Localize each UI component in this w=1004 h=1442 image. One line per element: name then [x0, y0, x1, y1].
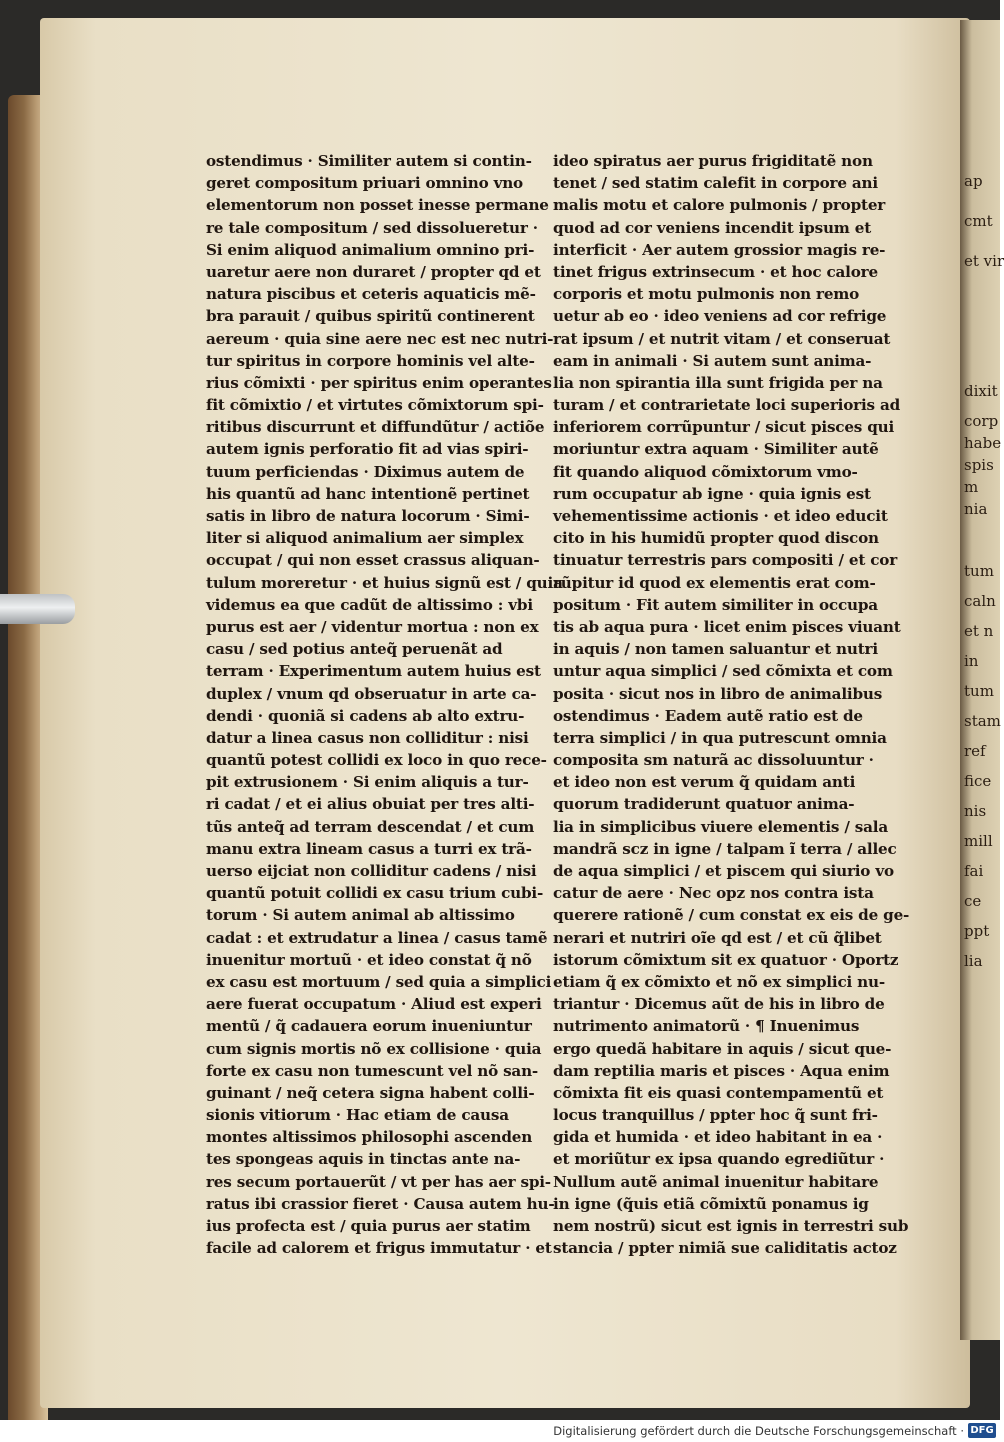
- facing-page-fragment: ap: [964, 172, 983, 190]
- facing-page-fragment: et vir: [964, 252, 1004, 270]
- text-line: gida et humida · et ideo habitant in ea ·: [553, 1128, 883, 1147]
- facing-page-fragment: in: [964, 652, 979, 670]
- text-line: inuenitur mortuũ · et ideo constat q̃ nõ: [206, 950, 532, 969]
- text-line: duplex / vnum qd obseruatur in arte ca-: [206, 684, 537, 703]
- text-line: montes altissimos philosophi ascenden: [206, 1128, 533, 1147]
- text-line: moriuntur extra aquam · Similiter autẽ: [553, 440, 879, 459]
- facing-page-fragment: m: [964, 478, 979, 496]
- text-line: tes spongeas aquis in tinctas ante na-: [206, 1150, 521, 1169]
- text-line: rius cõmixti · per spiritus enim operantes: [206, 373, 552, 392]
- text-line: mandrã scz in igne / talpam ĩ terra / allec: [553, 839, 897, 858]
- text-line: occupat / qui non esset crassus aliquan-: [206, 551, 540, 570]
- text-line: sionis vitiorum · Hac etiam de causa: [206, 1106, 509, 1125]
- text-line: locus tranquillus / ppter hoc q̃ sunt fri-: [553, 1106, 878, 1125]
- text-line: facile ad calorem et frigus immutatur · et: [206, 1239, 552, 1258]
- text-line: manu extra lineam casus a turri ex trã-: [206, 839, 532, 858]
- text-line: uaretur aere non duraret / propter qd et: [206, 262, 541, 281]
- text-line: ex casu est mortuum / sed quia a simplici: [206, 972, 552, 991]
- text-line: in igne (q̃uis etiã cõmixtũ ponamus ig: [553, 1194, 869, 1213]
- text-line: terra simplici / in qua putrescunt omnia: [553, 728, 887, 747]
- text-line: posita · sicut nos in libro de animalibus: [553, 684, 883, 703]
- text-line: ri cadat / et ei alius obuiat per tres alti-: [206, 795, 535, 814]
- facing-page-fragment: nia: [964, 500, 988, 518]
- text-line: mentũ / q̃ cadauera eorum inueniuntur: [206, 1017, 532, 1036]
- text-line: nem nostrũ) sicut est ignis in terrestri sub: [553, 1217, 909, 1235]
- text-line: quod ad cor veniens incendit ipsum et: [553, 218, 872, 237]
- text-line: videmus ea que cadũt de altissimo : vbi: [206, 595, 533, 614]
- text-line: de aqua simplici / et piscem qui siurio vo: [553, 862, 894, 880]
- text-line: uerso eijciat non colliditur cadens / nisi: [206, 862, 537, 880]
- text-line: positum · Fit autem similiter in occupa: [553, 595, 878, 614]
- facing-page-fragment: fice: [964, 772, 992, 790]
- text-line: tis ab aqua pura · licet enim pisces viuant: [553, 617, 901, 636]
- facing-page-fragment: habe: [964, 434, 1002, 452]
- text-line: purus est aer / videntur mortua : non ex: [206, 617, 539, 636]
- text-column-right: [553, 150, 910, 1259]
- facing-page-fragment: dixit: [964, 382, 998, 400]
- metal-clip: [0, 594, 75, 624]
- text-line: interficit · Aer autem grossior magis re-: [553, 240, 886, 259]
- text-line: tũs anteq̃ ad terram descendat / et cum: [206, 817, 535, 836]
- text-line: Si enim aliquod animalium omnino pri-: [206, 240, 535, 259]
- text-line: quantũ potest collidi ex loco in quo rece-: [206, 751, 547, 770]
- facing-page-fragment: tum: [964, 562, 994, 580]
- text-line: lia non spirantia illa sunt frigida per na: [553, 373, 883, 392]
- text-line: aereum · quia sine aere nec est nec nutri-: [206, 329, 554, 348]
- text-line: ratus ibi crassior fieret · Causa autem hu-: [206, 1194, 555, 1213]
- text-line: terram · Experimentum autem huius est: [206, 662, 541, 681]
- text-line: ideo spiratus aer purus frigiditatẽ non: [553, 152, 873, 170]
- text-line: catur de aere · Nec opz nos contra ista: [553, 884, 874, 903]
- text-line: ostendimus · Similiter autem si contin-: [206, 152, 532, 170]
- text-line: fit quando aliquod cõmixtorum vmo-: [553, 462, 858, 481]
- text-line: ius profecta est / quia purus aer statim: [206, 1217, 531, 1235]
- text-line: corporis et motu pulmonis non remo: [553, 285, 860, 304]
- text-line: tenet / sed statim calefit in corpore ani: [553, 174, 878, 193]
- text-line: dam reptilia maris et pisces · Aqua enim: [553, 1061, 890, 1080]
- text-line: aere fuerat occupatum · Aliud est experi: [206, 995, 542, 1014]
- text-line: ritibus discurrunt et diffundũtur / actiõe: [206, 418, 545, 437]
- facing-page-fragment: mill: [964, 832, 993, 850]
- text-line: stancia / ppter nimiã sue caliditatis actoz: [553, 1239, 897, 1258]
- text-line: vehementissime actionis · et ideo educit: [553, 507, 888, 525]
- text-line: re tale compositum / sed dissolueretur ·: [206, 218, 538, 237]
- facing-page-fragment: lia: [964, 952, 983, 970]
- dfg-logo-icon[interactable]: DFG: [968, 1423, 996, 1438]
- text-line: Nullum autẽ animal inuenitur habitare: [553, 1172, 879, 1191]
- text-line: liter si aliquod animalium aer simplex: [206, 529, 524, 548]
- text-line: tuum perficiendas · Diximus autem de: [206, 462, 525, 481]
- text-line: rũpitur id quod ex elementis erat com-: [553, 573, 876, 592]
- text-line: quorum tradiderunt quatuor anima-: [553, 795, 855, 814]
- text-line: datur a linea casus non colliditur : nisi: [206, 728, 529, 747]
- facing-page-fragment: ppt: [964, 922, 990, 940]
- text-column-left: [206, 150, 563, 1259]
- facing-page-fragment: nis: [964, 802, 987, 820]
- footer-bar: [0, 1420, 1000, 1442]
- text-line: his quantũ ad hanc intentionẽ pertinet: [206, 484, 530, 503]
- text-line: casu / sed potius anteq̃ peruenãt ad: [206, 640, 503, 659]
- text-line: satis in libro de natura locorum · Simi-: [206, 507, 530, 525]
- text-line: eam in animali · Si autem sunt anima-: [553, 351, 872, 370]
- facing-page-fragment: caln: [964, 592, 996, 610]
- text-line: cadat : et extrudatur a linea / casus tamẽ: [206, 928, 548, 947]
- footer-credit[interactable]: Digitalisierung gefördert durch die Deutsche Forschungsgemeinschaft ·: [553, 1424, 964, 1438]
- text-line: lia in simplicibus viuere elementis / sala: [553, 817, 889, 836]
- text-line: guinant / neq̃ cetera signa habent colli-: [206, 1083, 535, 1102]
- facing-page-fragment: cmt: [964, 212, 993, 230]
- text-line: quantũ potuit collidi ex casu trium cubi-: [206, 884, 544, 903]
- text-line: res secum portauerũt / vt per has aer spi-: [206, 1172, 551, 1191]
- text-line: ostendimus · Eadem autẽ ratio est de: [553, 706, 863, 725]
- text-line: rum occupatur ab igne · quia ignis est: [553, 484, 871, 503]
- text-line: rat ipsum / et nutrit vitam / et conseruat: [553, 329, 891, 348]
- text-line: istorum cõmixtum sit ex quatuor · Oportz: [553, 950, 899, 969]
- text-line: untur aqua simplici / sed cõmixta et com: [553, 662, 893, 681]
- text-line: et moriũtur ex ipsa quando egrediũtur ·: [553, 1150, 885, 1169]
- facing-page-edge: [960, 20, 1004, 1340]
- text-line: geret compositum priuari omnino vno: [206, 174, 523, 193]
- text-line: in aquis / non tamen saluantur et nutri: [553, 640, 878, 659]
- text-line: turam / et contrarietate loci superioris ad: [553, 396, 901, 415]
- facing-page-fragment: tum: [964, 682, 994, 700]
- text-line: forte ex casu non tumescunt vel nõ san-: [206, 1061, 539, 1080]
- facing-page-fragment: fai: [964, 862, 984, 880]
- text-line: fit cõmixtio / et virtutes cõmixtorum spi-: [206, 396, 544, 415]
- text-line: bra parauit / quibus spiritũ continerent: [206, 307, 535, 326]
- text-line: tinuatur terrestris pars compositi / et cor: [553, 551, 898, 570]
- text-line: malis motu et calore pulmonis / propter: [553, 196, 886, 215]
- text-line: nerari et nutriri oĩe qd est / et cũ q̃libet: [553, 928, 882, 947]
- text-line: natura piscibus et ceteris aquaticis mẽ-: [206, 285, 536, 304]
- text-line: triantur · Dicemus aũt de his in libro de: [553, 995, 885, 1014]
- text-line: querere rationẽ / cum constat ex eis de ge-: [553, 906, 910, 925]
- facing-page-fragment: ref: [964, 742, 986, 760]
- facing-page-fragment: ce: [964, 892, 982, 910]
- text-line: uetur ab eo · ideo veniens ad cor refrige: [553, 307, 887, 326]
- text-line: composita sm naturã ac dissoluuntur ·: [553, 751, 874, 770]
- text-line: torum · Si autem animal ab altissimo: [206, 906, 515, 925]
- text-line: elementorum non posset inesse permane: [206, 196, 549, 215]
- text-line: inferiorem corrũpuntur / sicut pisces qui: [553, 418, 895, 437]
- text-line: etiam q̃ ex cõmixto et nõ ex simplici nu-: [553, 972, 885, 991]
- text-line: dendi · quoniã si cadens ab alto extru-: [206, 706, 525, 725]
- text-line: tinet frigus extrinsecum · et hoc calore: [553, 262, 878, 281]
- text-line: et ideo non est verum q̃ quidam anti: [553, 773, 856, 792]
- text-line: tulum moreretur · et huius signũ est / quia: [206, 573, 563, 592]
- text-line: cõmixta fit eis quasi contempamentũ et: [553, 1083, 884, 1102]
- facing-page-fragment: stam: [964, 712, 1001, 730]
- facing-page-fragment: corp: [964, 412, 999, 430]
- text-line: cito in his humidũ propter quod discon: [553, 529, 879, 548]
- text-line: nutrimento animatorũ · ¶ Inuenimus: [553, 1017, 860, 1036]
- text-line: ergo quedã habitare in aquis / sicut que-: [553, 1039, 892, 1058]
- text-line: pit extrusionem · Si enim aliquis a tur-: [206, 773, 529, 792]
- facing-page-fragment: et n: [964, 622, 994, 640]
- text-line: autem ignis perforatio fit ad vias spiri-: [206, 440, 529, 459]
- text-line: cum signis mortis nõ ex collisione · quia: [206, 1039, 542, 1058]
- text-line: tur spiritus in corpore hominis vel alte-: [206, 351, 535, 370]
- facing-page-fragment: spis: [964, 456, 994, 474]
